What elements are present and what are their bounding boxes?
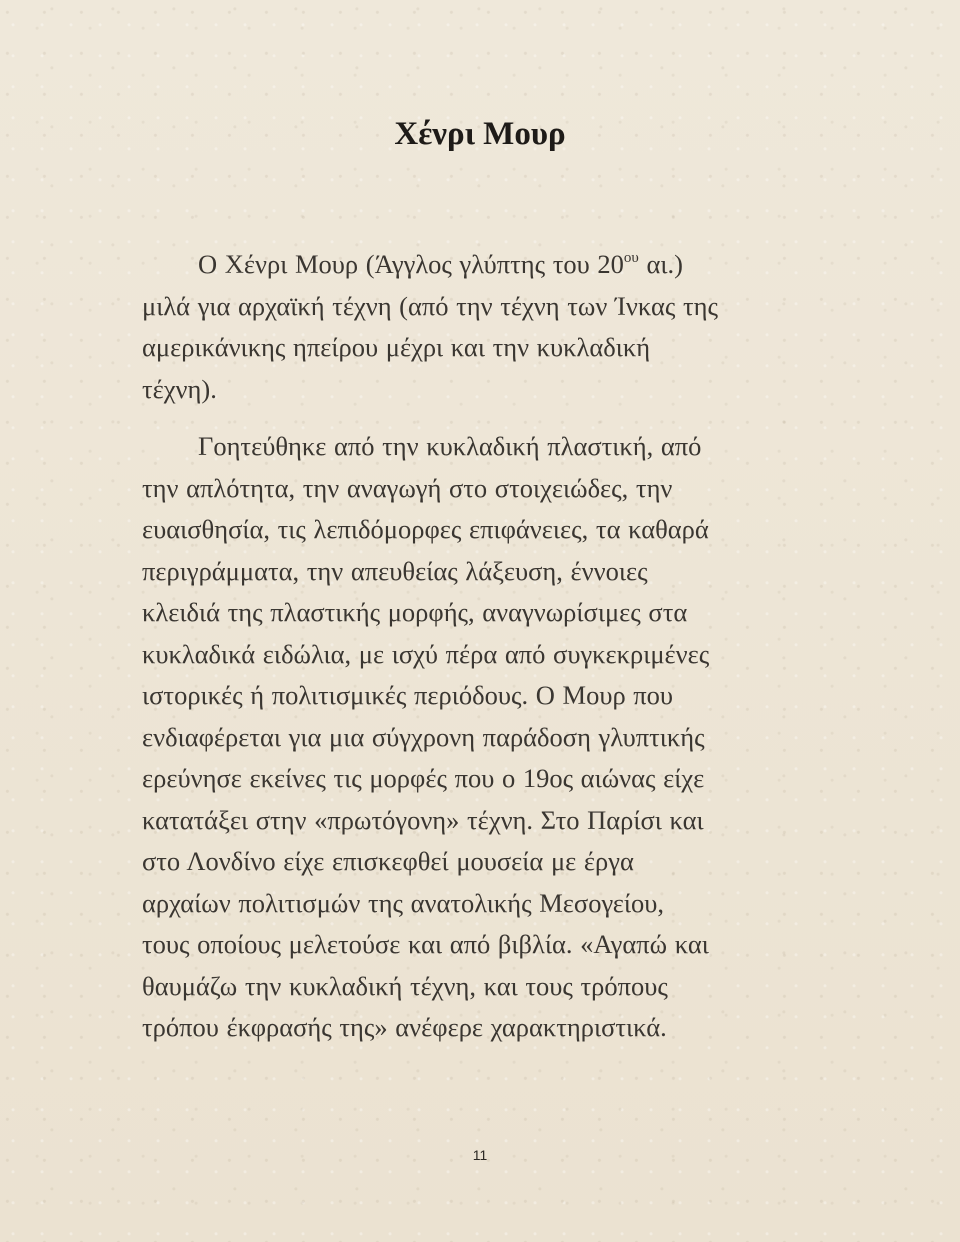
intro-line-1-text: Ο Χένρι Μουρ (Άγγλος γλύπτης του 20 — [198, 249, 624, 279]
paragraph-main-line-9: ερεύνησε εκείνες τις μορφές που ο 19ος αιώνας είχε — [142, 763, 705, 793]
paragraph-main-line-1: Γοητεύθηκε από την κυκλαδική πλαστική, από — [198, 431, 702, 461]
paragraph-main-line-14: θαυμάζω την κυκλαδική τέχνη, και τους τρόπους — [142, 970, 668, 1001]
intro-line-1-tail: αι.) — [638, 249, 683, 279]
paragraph-main-line-3: ευαισθησία, τις λεπιδόμορφες επιφάνειες, τα καθαρά — [142, 514, 709, 544]
paragraph-main-line-6: κυκλαδικά ειδώλια, με ισχύ πέρα από συγκεκριμένες — [142, 638, 710, 669]
paragraph-main-line-2: την απλότητα, την αναγωγή στο στοιχειώδες, την — [142, 472, 673, 503]
paragraph-intro-line-4: τέχνη). — [142, 373, 217, 404]
paragraph-intro-line-3: αμερικάνικης ηπείρου μέχρι και την κυκλαδική — [142, 332, 651, 362]
page-number: 11 — [472, 1147, 488, 1163]
paragraph-intro — [142, 244, 822, 410]
paragraph-main-line-5: κλειδιά της πλαστικής μορφής, αναγνωρίσιμες στα — [142, 597, 688, 627]
page-title: Χένρι Μουρ — [394, 116, 566, 152]
paragraph-main-line-15: τρόπου έκφρασής της» ανέφερε χαρακτηριστικά. — [142, 1012, 667, 1042]
paragraph-main-line-13: τους οποίους μελετούσε και από βιβλία. «Αγαπώ και — [142, 929, 709, 959]
paragraph-intro-line-2: μιλά για αρχαϊκή τέχνη (από την τέχνη των Ίνκας της — [142, 290, 718, 321]
paragraph-main — [142, 426, 822, 1049]
paragraph-main-line-8: ενδιαφέρεται για μια σύγχρονη παράδοση γλυπτικής — [142, 721, 705, 752]
paragraph-intro-line-1 — [142, 244, 822, 286]
paragraph-main-line-11: στο Λονδίνο είχε επισκεφθεί μουσεία με έργα — [142, 846, 634, 876]
paragraph-main-line-4: περιγράμματα, την απευθείας λάξευση, έννοιες — [142, 555, 648, 586]
paragraph-main-line-10: κατατάξει στην «πρωτόγονη» τέχνη. Στο Παρίσι και — [142, 804, 704, 835]
paragraph-main-line-7: ιστορικές ή πολιτισμικές περιόδους. Ο Μουρ που — [142, 680, 674, 710]
paragraph-main-line-12: αρχαίων πολιτισμών της ανατολικής Μεσογείου, — [142, 887, 664, 918]
ordinal-superscript: ου — [623, 250, 639, 266]
